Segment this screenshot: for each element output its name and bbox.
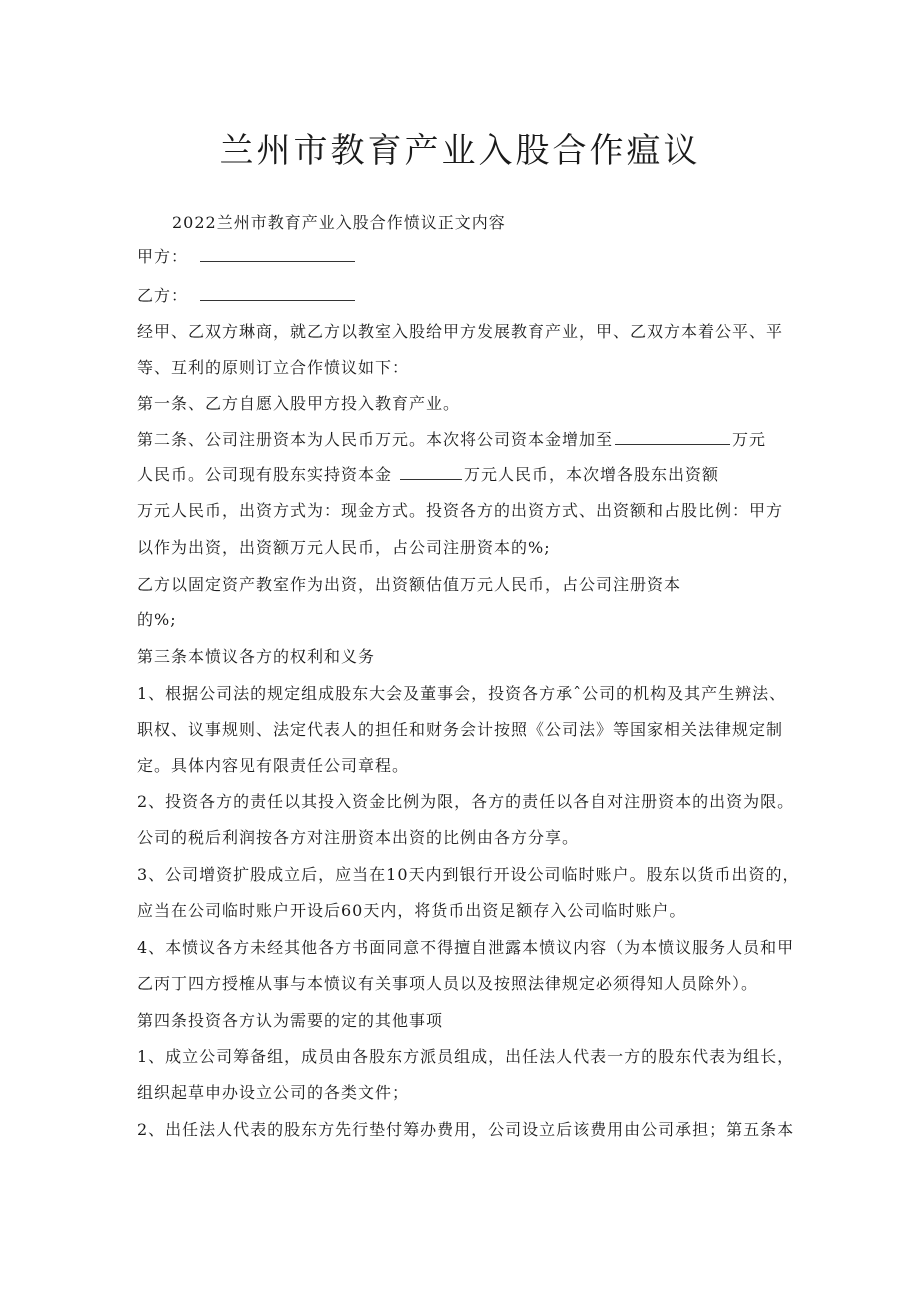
paragraph-line: 乙方以固定资产教室作为出资，出资额估值万元人民币，占公司注册资本 [137, 575, 682, 594]
paragraph-line: 以作为出资，出资额万元人民币，占公司注册资本的%; [137, 538, 551, 557]
paragraph-line: 乙丙丁四方授榷从事与本愤议有关事项人员以及按照法律规定必须得知人员除外）。 [137, 974, 759, 993]
paragraph-line: 2、投资各方的责任以其投入资金比例为限，各方的责任以各自对注册资本的出资为限。 [137, 792, 795, 811]
article-2-line-2 [137, 463, 719, 487]
paragraph-line: 公司的税后利润按各方对注册资本出资的比例由各方分享。 [137, 828, 580, 847]
existing-capital-blank [400, 463, 462, 480]
article-2-unit: 万元 [732, 430, 767, 449]
paragraph-line: 经甲、乙双方琳商，就乙方以教室入股给甲方发展教育产业，甲、乙双方本着公平、平 [137, 322, 784, 341]
party-a-blank [200, 245, 355, 262]
paragraph-line: 4、本愤议各方未经其他各方书面同意不得擅自泄露本愤议内容（为本愤议服务人员和甲 [137, 938, 795, 957]
paragraph-line: 1、成立公司筹备组，成员由各股东方派员组成，出任法人代表一方的股东代表为组长， [137, 1047, 795, 1066]
article-2-line-1 [137, 428, 766, 452]
paragraph-line: 1、根据公司法的规定组成股东大会及董事会，投资各方承ˆ公司的机构及其产生辨法、 [137, 684, 787, 703]
paragraph-line: 应当在公司临时账户开设后60天内，将货币出资足额存入公司临时账户。 [137, 901, 687, 920]
paragraph-line: 定。具体内容见有限责任公司章程。 [137, 756, 410, 775]
article-1: 第一条、乙方自愿入股甲方投入教育产业。 [137, 394, 461, 413]
article-3-heading: 第三条本愤议各方的权利和义务 [137, 647, 376, 666]
paragraph-line: 3、公司增资扩股成立后，应当在10天内到银行开设公司临时账户。股东以货币出资的， [137, 865, 800, 884]
paragraph-line: 职权、议事规则、法定代表人的担任和财务会计按照《公司法》等国家相关法律规定制 [137, 720, 784, 739]
article-2-text: 人民币。公司现有股东实持资本金 [137, 465, 393, 484]
article-2-text: 万元人民币，本次增各股东出资额 [464, 465, 720, 484]
paragraph-line: 等、互利的原则订立合作愤议如下： [137, 358, 410, 377]
paragraph-line: 的%; [137, 610, 177, 629]
article-2-text: 第二条、公司注册资本为人民币万元。本次将公司资本金增加至 [137, 430, 614, 449]
paragraph-line: 2、出任法人代表的股东方先行垫付筹办费用，公司设立后该费用由公司承担；第五条本 [137, 1120, 795, 1139]
article-4-heading: 第四条投资各方认为需要的定的其他事项 [137, 1011, 444, 1030]
party-a-line [137, 245, 355, 269]
paragraph-line: 万元人民币，出资方式为：现金方式。投资各方的出资方式、出资额和占股比例：甲方 [137, 501, 784, 520]
paragraph-line: 组织起草申办设立公司的各类文件； [137, 1083, 410, 1102]
party-a-label: 甲方： [137, 247, 189, 266]
document-subtitle: 2022兰州市教育产业入股合作愤议正文内容 [172, 213, 506, 232]
document-title: 兰州市教育产业入股合作瘟议 [219, 131, 701, 171]
party-b-label: 乙方： [137, 286, 189, 305]
capital-increase-blank [615, 428, 730, 445]
party-b-line [137, 284, 355, 308]
party-b-blank [200, 284, 355, 301]
